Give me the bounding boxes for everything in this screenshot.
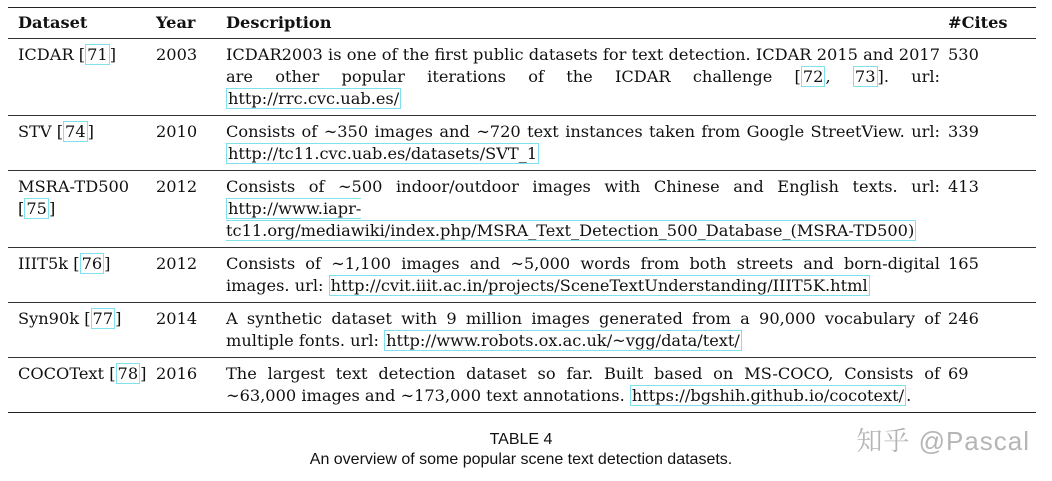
- watermark: 知乎 @Pascal: [856, 426, 1030, 456]
- dataset-name: IIIT5k: [18, 254, 69, 273]
- year-cell: 2012: [156, 177, 198, 196]
- dataset-url-link[interactable]: http://rrc.cvc.uab.es/: [228, 89, 400, 108]
- year-cell: 2016: [156, 364, 198, 383]
- year-cell: 2012: [156, 254, 198, 273]
- description-text: ]. url:: [877, 67, 941, 86]
- dataset-url-link[interactable]: http://tc11.cvc.uab.es/datasets/SVT_1: [228, 144, 538, 163]
- description-text: .: [906, 386, 912, 405]
- description-text: Consists of ∼1,100 images and ∼5,000 words from both streets and born-digital images. url:: [226, 254, 940, 295]
- dataset-cell: MSRA-TD500 [ 75 ]: [18, 177, 130, 218]
- description-cell: [226, 308, 940, 352]
- citation-link[interactable]: 74: [65, 122, 86, 141]
- description-text: A synthetic dataset with 9 million images generated from a 90,000 vocabulary of multiple fonts. url:: [226, 309, 940, 350]
- table-row: [8, 39, 1036, 115]
- cites-cell: 246: [948, 309, 979, 328]
- datasets-table: [8, 7, 1036, 413]
- year-cell: 2014: [156, 309, 198, 328]
- year-cell: 2010: [156, 122, 198, 141]
- description-cell: [226, 253, 940, 297]
- description-cell: [226, 176, 940, 242]
- description-text: ICDAR2003 is one of the first public datasets for text detection. ICDAR 2015 and 2017 are other popular iterations of the ICDAR challenge [: [226, 45, 940, 86]
- table-row: [8, 303, 1036, 357]
- header-year: Year: [156, 13, 196, 32]
- year-cell: 2003: [156, 45, 198, 64]
- table-caption-text: An overview of some popular scene text detection datasets.: [309, 451, 733, 468]
- citation-link[interactable]: 76: [81, 254, 103, 273]
- table-body: [8, 39, 1036, 412]
- header-cites: #Cites: [948, 13, 1008, 32]
- citation-link[interactable]: 73: [854, 67, 876, 86]
- cites-cell: 339: [948, 122, 979, 141]
- table-row: [8, 358, 1036, 412]
- description-text: Consists of ∼350 images and ∼720 text instances taken from Google StreetView. url:: [226, 122, 940, 141]
- dataset-cell: STV [ 74 ]: [18, 122, 94, 141]
- dataset-name: ICDAR: [18, 45, 74, 64]
- table-header-row: [8, 8, 1036, 38]
- dataset-url-link[interactable]: http://cvit.iiit.ac.in/projects/SceneTextUnderstanding/IIIT5K.html: [330, 276, 868, 295]
- description-text: The largest text detection dataset so far. Built based on MS-COCO, Consists of ∼63,000 images and ∼173,000 text annotations.: [226, 364, 940, 405]
- table-row: [8, 248, 1036, 302]
- dataset-cell: ICDAR [ 71 ]: [18, 45, 117, 64]
- description-text: Consists of ∼500 indoor/outdoor images with Chinese and English texts. url:: [226, 177, 940, 196]
- citation-link[interactable]: 72: [802, 67, 824, 86]
- header-dataset: Dataset: [18, 13, 88, 32]
- description-cell: [226, 121, 940, 165]
- description-cell: [226, 363, 940, 407]
- dataset-name: Syn90k: [18, 309, 80, 328]
- dataset-url-link[interactable]: http://www.iapr-tc11.org/mediawiki/index.php/MSRA_Text_Detection_500_Database_(MSRA-TD500): [226, 199, 915, 240]
- table-bottom-rule: [8, 412, 1036, 413]
- description-cell: ICDAR2003 is one of the first public datasets for text detection. ICDAR 2015 and 2017 are other popular iterations of the ICDAR challenge [ 72 , 73 ]. url: http://rrc.cvc.uab.es/: [226, 45, 941, 108]
- table-row: [8, 116, 1036, 170]
- dataset-cell: IIIT5k [ 76 ]: [18, 254, 111, 273]
- header-description: Description: [226, 13, 332, 32]
- cites-cell: 413: [948, 177, 979, 196]
- citation-link[interactable]: 77: [92, 309, 114, 328]
- table-caption-label: TABLE 4: [489, 431, 553, 448]
- dataset-name: STV: [18, 122, 52, 141]
- dataset-cell: Syn90k [ 77 ]: [18, 309, 122, 328]
- dataset-cell: COCOText [ 78 ]: [18, 364, 147, 383]
- cites-cell: 69: [948, 364, 969, 383]
- table-row: [8, 171, 1036, 247]
- dataset-name: MSRA-TD500: [18, 177, 130, 196]
- citation-link[interactable]: 71: [87, 45, 108, 64]
- dataset-name: COCOText: [18, 364, 105, 383]
- dataset-url-link[interactable]: http://www.robots.ox.ac.uk/~vgg/data/text/: [386, 331, 740, 350]
- citation-link[interactable]: 78: [117, 364, 139, 383]
- dataset-url-link[interactable]: https://bgshih.github.io/cocotext/: [631, 386, 905, 405]
- cites-cell: 165: [948, 254, 979, 273]
- citation-link[interactable]: 75: [26, 199, 47, 218]
- cites-cell: 530: [948, 45, 979, 64]
